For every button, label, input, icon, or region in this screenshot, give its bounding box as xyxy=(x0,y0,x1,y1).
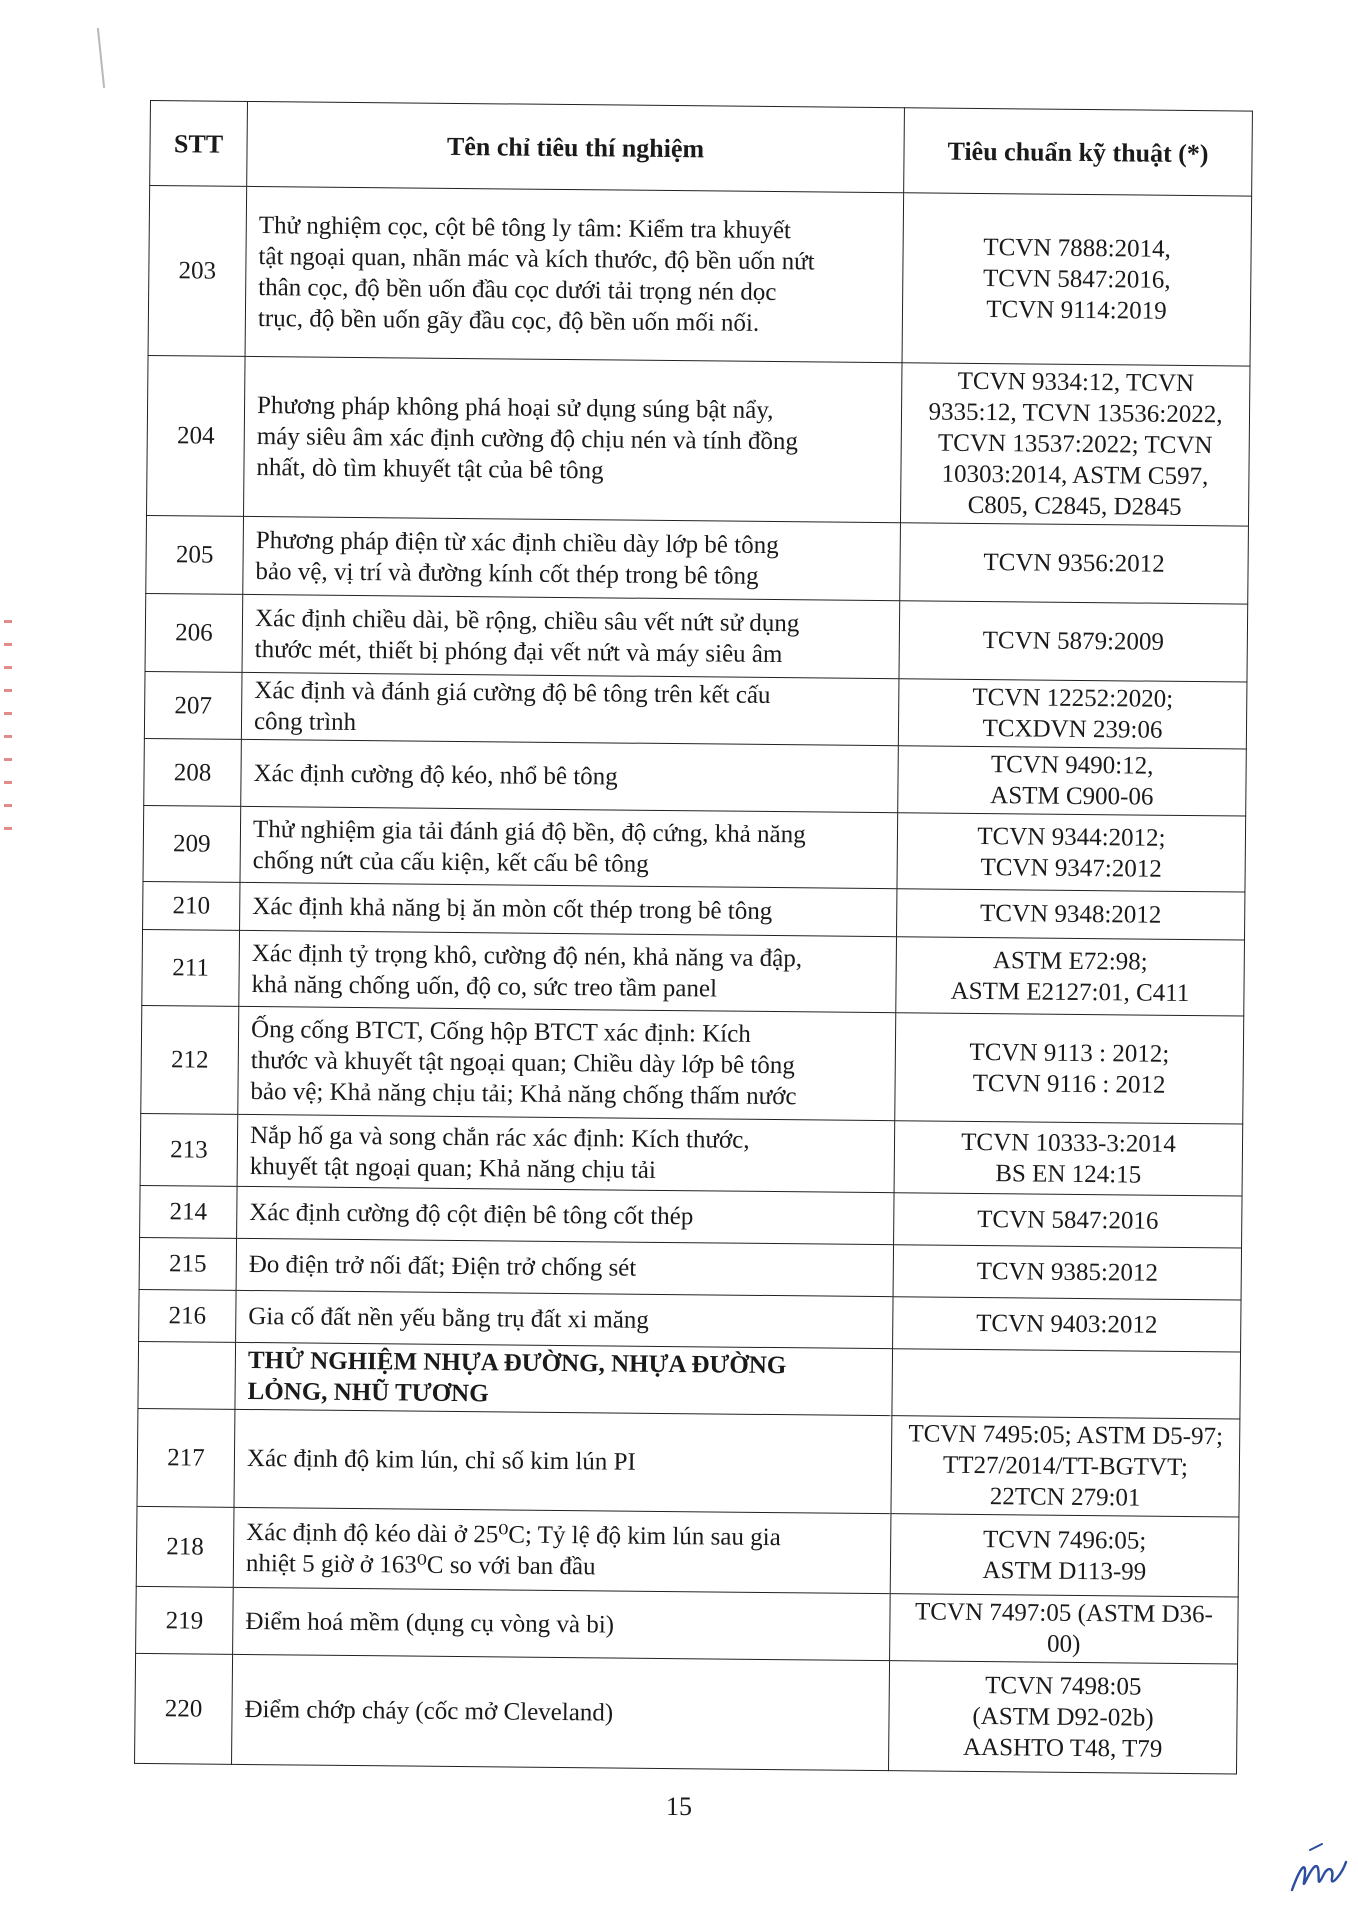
cell-standard xyxy=(896,937,1245,1016)
cell-standard xyxy=(902,193,1252,366)
standard-line: TCVN 9490:12, xyxy=(990,751,1154,780)
name-line: máy siêu âm xác định cường độ chịu nén và tính đồng xyxy=(256,423,799,456)
standard-line: C805, C2845, D2845 xyxy=(967,491,1182,521)
name-line: Đo điện trở nối đất; Điện trở chống sét xyxy=(248,1251,637,1282)
signature-mark xyxy=(1288,1838,1350,1898)
name-line: tật ngoại quan, nhãn mác và kích thước, độ bền uốn nứt xyxy=(258,242,815,275)
standard-line: TCVN 9347:2012 xyxy=(980,853,1162,883)
standard-line: TCVN 9385:2012 xyxy=(976,1257,1159,1287)
name-line: Gia cố đất nền yếu bằng trụ đất xi măng xyxy=(248,1303,650,1334)
cell-test-name xyxy=(240,806,898,888)
name-line: trục, độ bền uốn gãy đầu cọc, độ bền uốn mối nối. xyxy=(257,304,760,337)
standards-table xyxy=(134,100,1253,1775)
standard-line: ASTM E72:98; xyxy=(992,946,1148,976)
cell-test-name xyxy=(236,1290,893,1348)
name-line: Ống cống BTCT, Cống hộp BTCT xác định: Kích xyxy=(250,1016,751,1048)
standard-line: (ASTM D92-02b) xyxy=(972,1702,1154,1732)
name-line: Phương pháp không phá hoại sử dụng súng bật nẩy, xyxy=(256,392,774,424)
cell-stt: 209 xyxy=(143,805,241,882)
header-test-name: Tên chỉ tiêu thí nghiệm xyxy=(247,101,905,192)
cell-test-name xyxy=(240,882,897,936)
name-line: THỬ NGHIỆM NHỰA ĐƯỜNG, NHỰA ĐƯỜNG xyxy=(247,1346,787,1380)
cell-stt: 210 xyxy=(143,881,240,930)
cell-stt: 205 xyxy=(146,515,244,594)
cell-stt: 218 xyxy=(136,1506,234,1587)
cell-stt: 219 xyxy=(136,1586,234,1654)
standard-line: TCVN 13537:2022; TCVN xyxy=(937,429,1213,460)
standard-line: TCVN 7495:05; ASTM D5-97; xyxy=(908,1420,1224,1451)
cell-test-name xyxy=(236,1238,893,1296)
name-line: bảo vệ; Khả năng chịu tải; Khả năng chống thấm nước xyxy=(250,1078,797,1111)
table-header-row xyxy=(150,101,1253,197)
name-line: Thử nghiệm gia tải đánh giá độ bền, độ cứng, khả năng xyxy=(252,815,806,848)
name-line: Nắp hố ga và song chắn rác xác định: Kích thước, xyxy=(249,1121,750,1154)
standard-line: TCVN 9113 : 2012; xyxy=(969,1038,1170,1068)
table-row xyxy=(136,1506,1239,1597)
standard-line: TCXDVN 239:06 xyxy=(982,715,1163,744)
cell-test-name xyxy=(233,1587,891,1660)
name-line: bảo vệ, vị trí và đường kính cốt thép trong bê tông xyxy=(255,557,759,590)
standard-line: TCVN 9403:2012 xyxy=(976,1309,1158,1339)
name-line: Thử nghiệm cọc, cột bê tông ly tâm: Kiểm tra khuyết xyxy=(258,211,792,244)
cell-test-name xyxy=(237,1114,895,1192)
cell-stt: 212 xyxy=(141,1005,239,1114)
cell-stt: 208 xyxy=(144,738,242,806)
scan-mark xyxy=(97,28,105,88)
name-line: Xác định cường độ cột điện bê tông cốt thép xyxy=(249,1199,694,1231)
cell-test-name xyxy=(232,1654,890,1770)
standard-line: TCVN 9114:2019 xyxy=(986,296,1167,325)
name-line: chống nứt của cấu kiện, kết cấu bê tông xyxy=(252,846,649,878)
cell-stt: 220 xyxy=(135,1653,233,1764)
cell-stt xyxy=(138,1341,236,1409)
cell-test-name xyxy=(241,672,899,745)
standard-line: TCVN 7888:2014, xyxy=(983,234,1171,263)
table-row xyxy=(148,186,1252,367)
standard-line: AASHTO T48, T79 xyxy=(962,1733,1163,1763)
standard-line: TCVN 5879:2009 xyxy=(982,627,1165,656)
cell-standard xyxy=(900,363,1250,526)
cell-test-name xyxy=(242,594,900,678)
cell-test-name xyxy=(237,1186,894,1244)
name-line: Xác định và đánh giá cường độ bê tông trên kết cấu xyxy=(254,677,771,709)
cell-stt: 217 xyxy=(137,1408,235,1507)
standard-line: TT27/2014/TT-BGTVT; xyxy=(942,1451,1189,1482)
standard-line: ASTM C900-06 xyxy=(990,782,1154,811)
name-line: LỎNG, NHŨ TƯƠNG xyxy=(247,1377,489,1408)
cell-standard xyxy=(895,1013,1244,1124)
table-row xyxy=(136,1586,1239,1664)
cell-standard xyxy=(893,1245,1241,1300)
standard-line: 00) xyxy=(1046,1630,1081,1659)
standard-line: 10303:2014, ASTM C597, xyxy=(941,460,1209,491)
name-line: công trình xyxy=(253,708,357,737)
name-line: Xác định tỷ trọng khô, cường độ nén, khả năng va đập, xyxy=(251,939,803,972)
standard-line: TCVN 7498:05 xyxy=(985,1672,1142,1701)
name-line: Xác định cường độ kéo, nhổ bê tông xyxy=(253,759,618,791)
cell-standard xyxy=(892,1349,1241,1419)
cell-test-name xyxy=(235,1342,893,1415)
table-row xyxy=(145,593,1248,682)
name-line: thước mét, thiết bị phóng đại vết nứt và máy siêu âm xyxy=(254,635,783,668)
cell-test-name xyxy=(243,516,901,600)
cell-test-name xyxy=(245,186,904,362)
cell-standard xyxy=(890,1514,1239,1597)
cell-test-name xyxy=(233,1507,891,1593)
standard-line: TCVN 9348:2012 xyxy=(979,900,1162,929)
standard-line: TCVN 12252:2020; xyxy=(972,683,1174,713)
name-line: nhất, dò tìm khuyết tật của bê tông xyxy=(256,454,604,485)
table-row xyxy=(146,515,1249,604)
name-line: Xác định khả năng bị ăn mòn cốt thép trong bê tông xyxy=(252,893,773,926)
cell-stt: 203 xyxy=(148,186,247,357)
cell-test-name xyxy=(238,1006,896,1120)
cell-standard xyxy=(891,1416,1240,1517)
name-line: Xác định độ kéo dài ở 25⁰C; Tỷ lệ độ kim lún sau gia xyxy=(246,1518,781,1551)
cell-test-name xyxy=(234,1409,892,1513)
table-row xyxy=(147,355,1250,526)
cell-stt: 206 xyxy=(145,593,243,672)
standard-line: TCVN 10333-3:2014 xyxy=(961,1128,1176,1158)
cell-standard xyxy=(900,523,1249,604)
standard-line: TCVN 9116 : 2012 xyxy=(972,1069,1166,1099)
standard-line: ASTM E2127:01, C411 xyxy=(950,977,1190,1007)
name-line: Xác định độ kim lún, chỉ số kim lún PI xyxy=(246,1444,636,1476)
cell-standard xyxy=(893,1297,1241,1352)
cell-standard xyxy=(890,1594,1239,1664)
name-line: thước và khuyết tật ngoại quan; Chiều dày lớp bê tông xyxy=(250,1047,795,1080)
cell-standard xyxy=(897,813,1246,892)
page-number: 15 xyxy=(666,1792,692,1821)
table-row xyxy=(135,1653,1238,1774)
name-line: khả năng chống uốn, độ co, sức treo tầm panel xyxy=(251,970,718,1002)
cell-standard xyxy=(898,679,1247,749)
standard-line: 22TCN 279:01 xyxy=(989,1483,1141,1512)
standard-line: TCVN 9356:2012 xyxy=(983,549,1165,578)
table-row xyxy=(141,1005,1244,1124)
side-stamp xyxy=(2,620,14,870)
name-line: khuyết tật ngoại quan; Khả năng chịu tải xyxy=(249,1152,657,1184)
header-standard: Tiêu chuẩn kỹ thuật (*) xyxy=(904,108,1253,196)
cell-stt: 214 xyxy=(140,1185,237,1238)
table-body xyxy=(135,186,1252,1775)
cell-stt: 207 xyxy=(144,671,242,739)
cell-test-name xyxy=(241,739,899,812)
name-line: thân cọc, độ bền uốn đầu cọc dưới tải trọng nén dọc xyxy=(258,273,777,306)
cell-stt: 211 xyxy=(142,929,240,1006)
cell-standard xyxy=(897,889,1245,940)
standard-line: TCVN 5847:2016, xyxy=(982,265,1171,294)
name-line: Điểm hoá mềm (dụng cụ vòng và bi) xyxy=(245,1607,615,1639)
standard-line: TCVN 7496:05; xyxy=(982,1525,1147,1555)
table-row xyxy=(144,671,1247,749)
table-row xyxy=(140,1113,1243,1196)
cell-test-name xyxy=(244,356,903,522)
table-row xyxy=(143,805,1246,892)
cell-standard xyxy=(894,1121,1243,1196)
table-row xyxy=(144,738,1247,816)
header-stt: STT xyxy=(150,101,248,187)
name-line: nhiệt 5 giờ ở 163⁰C so với ban đầu xyxy=(245,1549,596,1580)
table-row xyxy=(142,929,1245,1016)
cell-standard xyxy=(898,746,1247,816)
cell-stt: 215 xyxy=(139,1237,236,1290)
name-line: Phương pháp điện từ xác định chiều dày lớp bê tông xyxy=(255,526,779,559)
cell-test-name xyxy=(239,930,897,1012)
standard-line: TCVN 9334:12, TCVN xyxy=(957,367,1195,398)
name-line: Điểm chớp cháy (cốc mở Cleveland) xyxy=(244,1695,614,1727)
cell-standard xyxy=(888,1661,1237,1774)
standard-line: TCVN 5847:2016 xyxy=(977,1205,1159,1235)
cell-standard xyxy=(894,1193,1242,1248)
standard-line: TCVN 7497:05 (ASTM D36- xyxy=(914,1598,1214,1629)
section-row xyxy=(138,1341,1241,1419)
name-line: Xác định chiều dài, bề rộng, chiều sâu vết nứt sử dụng xyxy=(254,604,800,637)
standard-line: BS EN 124:15 xyxy=(995,1159,1142,1189)
table-row xyxy=(137,1408,1240,1517)
cell-stt: 216 xyxy=(139,1289,236,1342)
cell-stt: 213 xyxy=(140,1113,238,1186)
standard-line: 9335:12, TCVN 13536:2022, xyxy=(928,398,1223,429)
standard-line: TCVN 9344:2012; xyxy=(977,822,1166,852)
cell-stt: 204 xyxy=(147,355,246,516)
standard-line: ASTM D113-99 xyxy=(982,1556,1147,1586)
cell-standard xyxy=(899,601,1248,682)
